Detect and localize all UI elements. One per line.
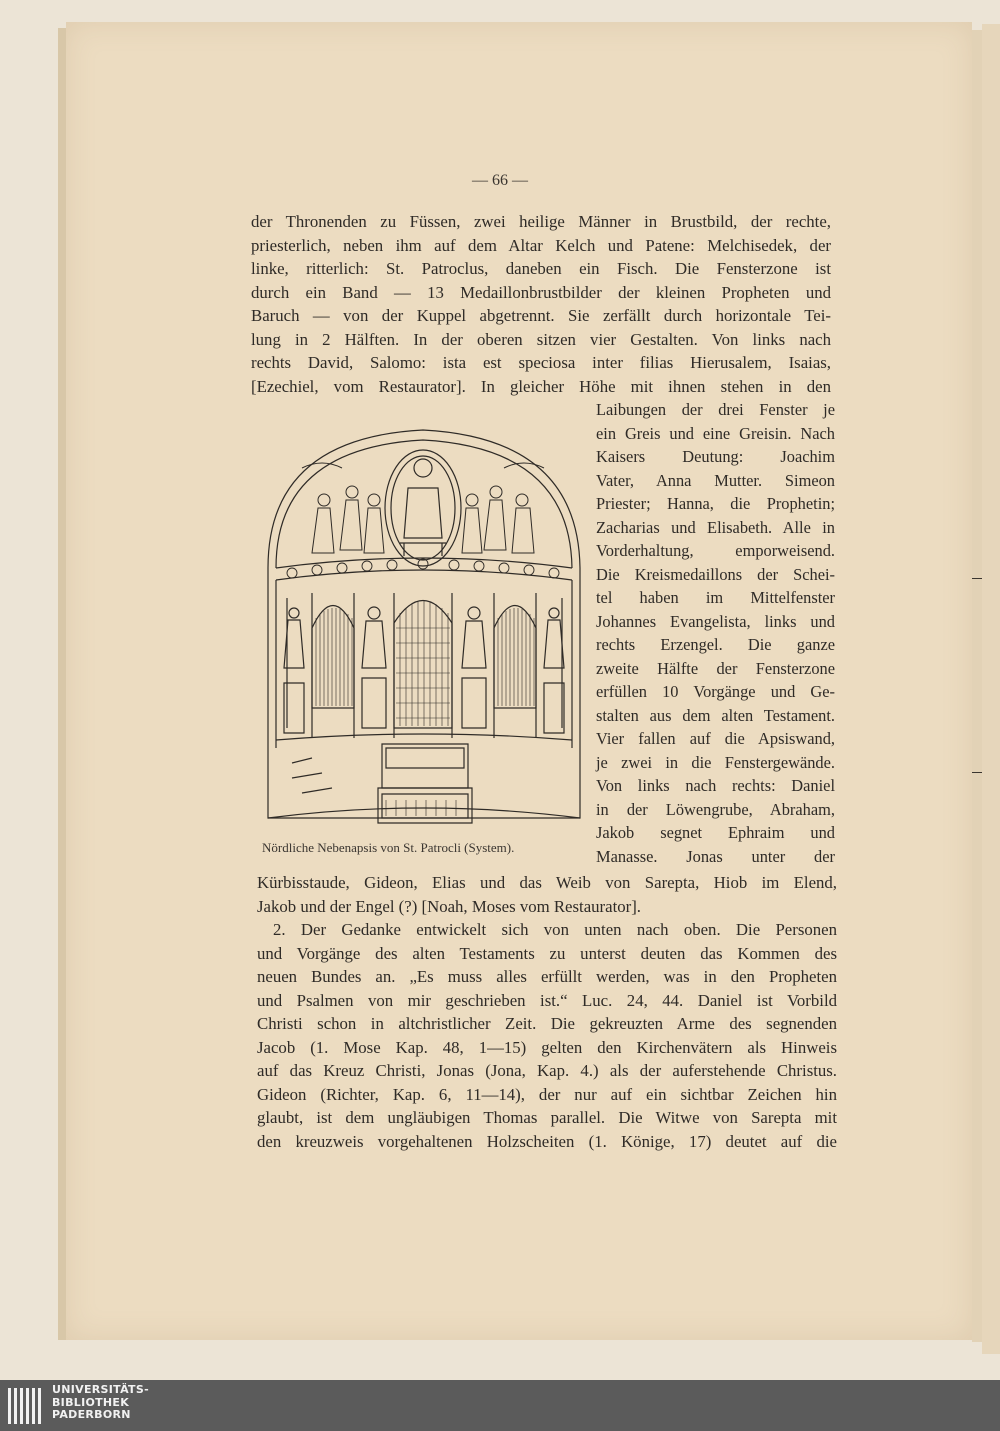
text-line: Kaisers Deutung: Joachim xyxy=(596,447,835,466)
text-line: Von links nach rechts: Daniel xyxy=(596,776,835,795)
next-page-edge xyxy=(982,24,1000,1354)
apse-drawing xyxy=(262,428,584,828)
text-line: den kreuzweis vorgehaltenen Holzscheiten (1. Könige, 17) deutet auf die xyxy=(257,1131,837,1151)
text-line: priesterlich, neben ihm auf dem Altar Kelch und Patene: Melchisedek, der xyxy=(251,235,831,255)
page-number: — 66 — xyxy=(472,172,528,189)
text-line: linke, ritterlich: St. Patroclus, daneben ein Fisch. Die Fensterzone ist xyxy=(251,259,831,278)
text-line: und Psalmen von mir geschrieben ist.“ Luc. 24, 44. Daniel ist Vorbild xyxy=(257,990,837,1010)
library-footer xyxy=(0,1380,1000,1431)
text-line: tel haben im Mittelfenster xyxy=(596,588,835,607)
page-edge-right xyxy=(972,30,982,1342)
text-line: Manasse. Jonas unter der xyxy=(596,846,835,866)
text-line: der Thronenden zu Füssen, zwei heilige Männer in Brustbild, der rechte, xyxy=(251,212,831,231)
text-line: rechts Erzengel. Die ganze xyxy=(596,635,835,654)
text-line: je zwei in die Fenstergewände. xyxy=(596,752,835,772)
body-text-top xyxy=(251,210,831,398)
page-edge-left xyxy=(58,28,66,1340)
text-line: Priester; Hanna, die Prophetin; xyxy=(596,494,835,513)
text-line: Christi schon in altchristlicher Zeit. Die gekreuzten Arme des segnenden xyxy=(257,1014,837,1033)
text-line: Jakob segnet Ephraim und xyxy=(596,823,835,842)
body-text-right-column xyxy=(596,398,835,868)
text-line: Johannes Evangelista, links und xyxy=(596,611,835,631)
library-name-line1: UNIVERSITÄTS- xyxy=(52,1383,149,1396)
margin-mark xyxy=(972,578,982,579)
text-line: Baruch — von der Kuppel abgetrennt. Sie zerfällt durch horizontale Tei- xyxy=(251,306,831,325)
text-line: glaubt, ist dem ungläubigen Thomas parallel. Die Witwe von Sarepta mit xyxy=(257,1108,837,1127)
text-line: rechts David, Salomo: ista est speciosa inter filias Hierusalem, Isaias, xyxy=(251,353,831,372)
text-line: auf das Kreuz Christi, Jonas (Jona, Kap. 4.) als der auferstehende Christus. xyxy=(257,1061,837,1080)
text-line: Vater, Anna Mutter. Simeon xyxy=(596,470,835,490)
text-line: neuen Bundes an. „Es muss alles erfüllt werden, was in den Propheten xyxy=(257,967,837,986)
apse-illustration xyxy=(262,428,584,828)
library-name-line2: BIBLIOTHEK xyxy=(52,1395,130,1409)
text-line: in der Löwengrube, Abraham, xyxy=(596,799,835,819)
text-line: Vorderhaltung, emporweisend. xyxy=(596,541,835,560)
text-line: Kürbisstaude, Gideon, Elias und das Weib von Sarepta, Hiob im Elend, xyxy=(257,873,837,892)
text-line: Gideon (Richter, Kap. 6, 11—14), der nur auf ein sichtbar Zeichen hin xyxy=(257,1084,837,1104)
figure-caption: Nördliche Nebenapsis von St. Patrocli (System). xyxy=(262,840,515,855)
library-name xyxy=(52,1384,149,1422)
text-line: lung in 2 Hälften. In der oberen sitzen vier Gestalten. Von links nach xyxy=(251,329,831,349)
text-line: erfüllen 10 Vorgänge und Ge- xyxy=(596,682,835,701)
text-line: zweite Hälfte der Fensterzone xyxy=(596,658,835,678)
text-line: Vier fallen auf die Apsiswand, xyxy=(596,729,835,748)
body-text-bottom xyxy=(257,871,837,1153)
text-line: Die Kreismedaillons der Schei- xyxy=(596,564,835,584)
library-name-line3: PADERBORN xyxy=(52,1408,131,1421)
text-line: Jacob (1. Mose Kap. 48, 1—15) gelten den Kirchenvätern als Hinweis xyxy=(257,1037,837,1057)
text-line: ein Greis und eine Greisin. Nach xyxy=(596,423,835,443)
text-line: durch ein Band — 13 Medaillonbrustbilder der kleinen Propheten und xyxy=(251,282,831,302)
text-line: stalten aus dem alten Testament. xyxy=(596,705,835,725)
text-line: Jakob und der Engel (?) [Noah, Moses vom Restaurator]. xyxy=(257,896,642,916)
text-line: Zacharias und Elisabeth. Alle in xyxy=(596,517,835,537)
text-line: 2. Der Gedanke entwickelt sich von unten nach oben. Die Personen xyxy=(273,920,837,939)
text-line: und Vorgänge des alten Testaments zu unterst deuten das Kommen des xyxy=(257,943,837,963)
margin-mark xyxy=(972,772,982,773)
text-line: Laibungen der drei Fenster je xyxy=(596,400,835,419)
text-line: [Ezechiel, vom Restaurator]. In gleicher Höhe mit ihnen stehen in den xyxy=(251,376,831,396)
library-logo-icon xyxy=(8,1386,44,1426)
